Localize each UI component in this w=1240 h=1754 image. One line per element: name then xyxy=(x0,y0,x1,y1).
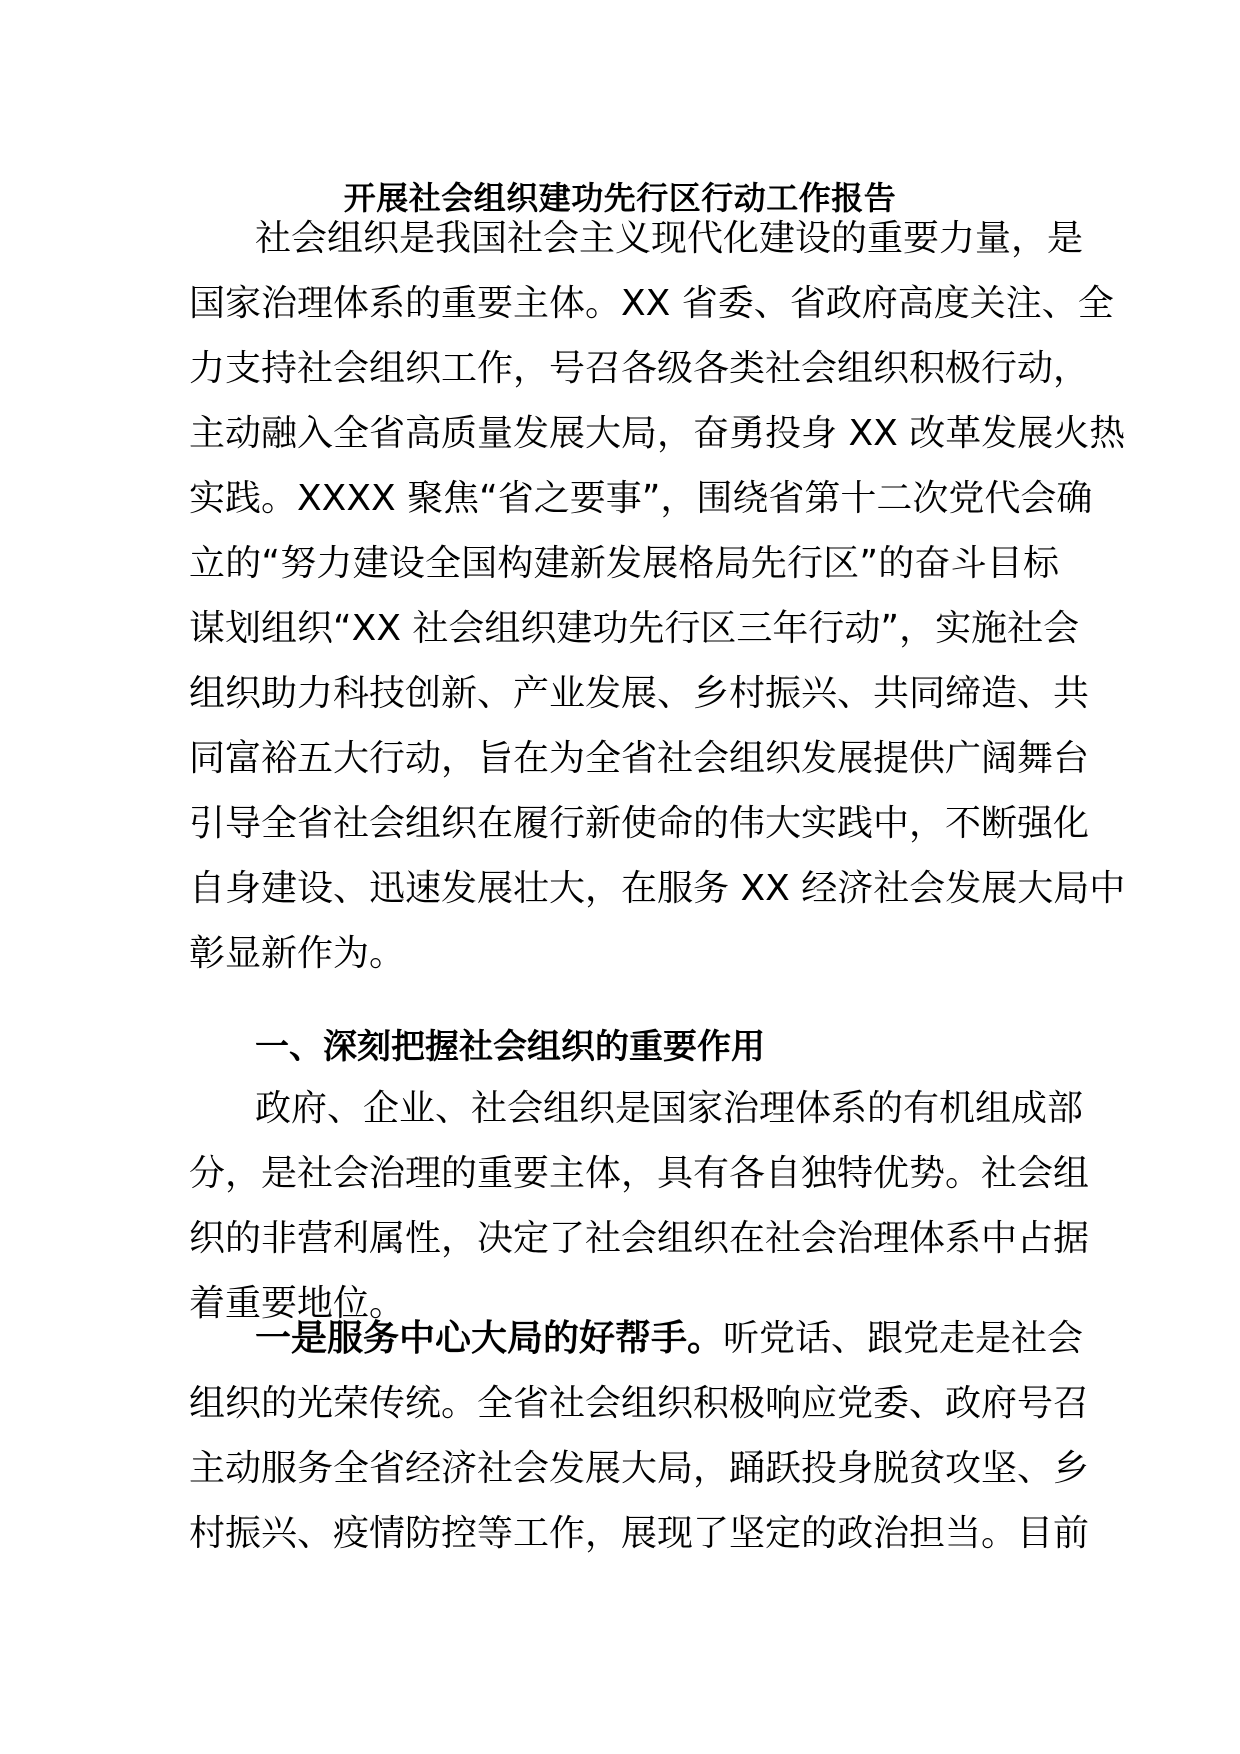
paragraph-line: 引导全省社会组织在履行新使命的伟大实践中，不断强化 xyxy=(189,803,1090,844)
paragraph-line: 组织的光荣传统。全省社会组织积极响应党委、政府号召 xyxy=(189,1383,1090,1424)
paragraph-line: 分，是社会治理的重要主体，具有各自独特优势。社会组 xyxy=(189,1153,1090,1194)
point-lead-rest: 听党话、跟党走是社会 xyxy=(723,1318,1084,1359)
paragraph-line: 社会组织是我国社会主义现代化建设的重要力量，是 xyxy=(255,218,1084,259)
section-heading: 一、深刻把握社会组织的重要作用 xyxy=(255,1027,765,1067)
paragraph-line: 组织助力科技创新、产业发展、乡村振兴、共同缔造、共 xyxy=(189,673,1090,714)
paragraph-line: 自身建设、迅速发展壮大，在服务 XX 经济社会发展大局中 xyxy=(189,868,1126,909)
paragraph-line xyxy=(189,1306,1084,1371)
paragraph-line: 彰显新作为。 xyxy=(189,933,406,974)
paragraph-line: 主动融入全省高质量发展大局，奋勇投身 XX 改革发展火热 xyxy=(189,413,1126,454)
paragraph-line: 村振兴、疫情防控等工作，展现了坚定的政治担当。目前 xyxy=(189,1513,1090,1554)
paragraph-line: 政府、企业、社会组织是国家治理体系的有机组成部 xyxy=(255,1088,1084,1129)
paragraph-line: 同富裕五大行动，旨在为全省社会组织发展提供广阔舞台 xyxy=(189,738,1090,779)
paragraph-line: 立的“努力建设全国构建新发展格局先行区”的奋斗目标 xyxy=(189,543,1059,584)
intro-paragraph xyxy=(189,206,1126,986)
document-title: 开展社会组织建功先行区行动工作报告 xyxy=(343,179,897,217)
paragraph-line: 谋划组织“XX 社会组织建功先行区三年行动”，实施社会 xyxy=(189,608,1080,649)
paragraph-line: 力支持社会组织工作，号召各级各类社会组织积极行动， xyxy=(189,348,1090,389)
point1-paragraph xyxy=(189,1306,1090,1566)
paragraph-line: 国家治理体系的重要主体。XX 省委、省政府高度关注、全 xyxy=(189,283,1114,324)
paragraph-line: 实践。XXXX 聚焦“省之要事”，围绕省第十二次党代会确 xyxy=(189,478,1093,519)
point-lead: 一是服务中心大局的好帮手。 xyxy=(255,1318,724,1359)
paragraph-line: 织的非营利属性，决定了社会组织在社会治理体系中占据 xyxy=(189,1218,1090,1259)
section1-paragraph xyxy=(189,1076,1090,1336)
paragraph-line: 着重要地位。 xyxy=(189,1283,406,1324)
paragraph-line: 主动服务全省经济社会发展大局，踊跃投身脱贫攻坚、乡 xyxy=(189,1448,1090,1489)
